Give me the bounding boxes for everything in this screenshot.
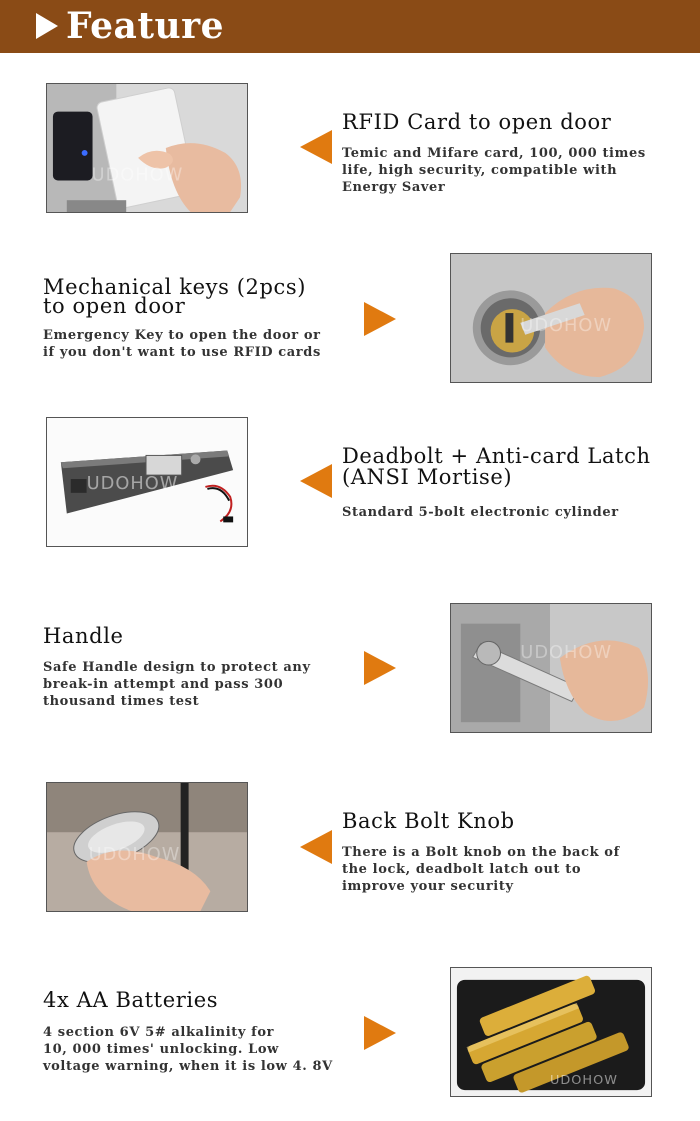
feature-header <box>0 0 700 53</box>
arrow-left-icon <box>300 830 332 864</box>
feature-title-keys-line2: to open door <box>43 294 186 318</box>
feature-title-deadbolt: Deadbolt + Anti-card Latch <box>342 444 651 468</box>
mortise-lock-photo <box>46 417 248 547</box>
mechanical-key-photo <box>450 253 652 383</box>
watermark: UDOHOW <box>520 315 613 336</box>
batteries-photo <box>450 967 652 1097</box>
arrow-right-icon <box>364 1016 396 1050</box>
feature-title-handle: Handle <box>43 624 124 648</box>
feature-desc-rfid: Temic and Mifare card, 100, 000 times life, high security, compatible with Energy Saver <box>342 146 646 195</box>
arrow-left-icon <box>300 464 332 498</box>
feature-title-knob: Back Bolt Knob <box>342 809 515 833</box>
bolt-knob-photo <box>46 782 248 912</box>
feature-title-batteries: 4x AA Batteries <box>43 988 219 1012</box>
feature-desc-batteries: 4 section 6V 5# alkalinity for 10, 000 times' unlocking. Low voltage warning, when it is low 4. 8V <box>43 1025 333 1074</box>
arrow-right-icon <box>364 651 396 685</box>
rfid-card-photo <box>46 83 248 213</box>
feature-desc-deadbolt: Standard 5-bolt electronic cylinder <box>342 505 619 520</box>
feature-desc-handle: Safe Handle design to protect any break-in attempt and pass 300 thousand times test <box>43 660 311 709</box>
feature-desc-knob: There is a Bolt knob on the back of the lock, deadbolt latch out to improve your security <box>342 845 620 894</box>
feature-desc-keys: Emergency Key to open the door or if you don't want to use RFID cards <box>43 328 321 360</box>
page-title: Feature <box>66 5 224 47</box>
arrow-left-icon <box>300 130 332 164</box>
feature-title-rfid: RFID Card to open door <box>342 110 612 134</box>
play-triangle-icon <box>36 13 58 39</box>
handle-photo <box>450 603 652 733</box>
watermark: UDOHOW <box>88 844 181 865</box>
watermark: UDOHOW <box>91 165 184 186</box>
feature-title-deadbolt-line2: (ANSI Mortise) <box>342 465 513 489</box>
feature-title-keys: Mechanical keys (2pcs) <box>43 275 307 299</box>
arrow-right-icon <box>364 302 396 336</box>
watermark: UDOHOW <box>520 643 613 664</box>
watermark: UDOHOW <box>86 473 179 494</box>
watermark: UDOHOW <box>550 1073 618 1089</box>
